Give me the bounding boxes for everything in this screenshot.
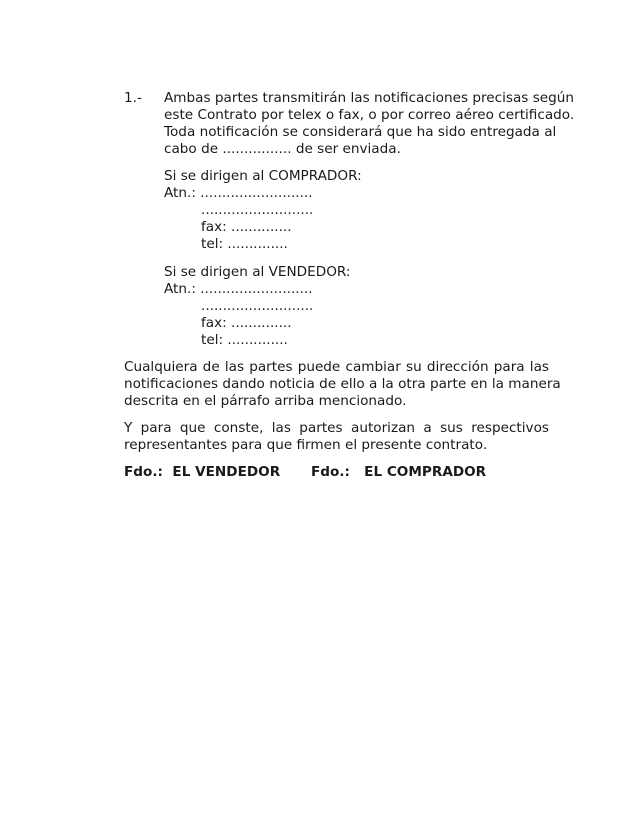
seller-fax: fax: ..............: [201, 315, 292, 331]
change-text-line-2: notificaciones dando noticia de ello a la otra parte en la manera: [124, 376, 561, 392]
seller-atn-line-2: ..........................: [201, 298, 314, 314]
change-text-line-3: descrita en el párrafo arriba mencionado.: [124, 393, 407, 409]
buyer-fax: fax: ..............: [201, 219, 292, 235]
seller-tel: tel: ..............: [201, 332, 288, 348]
clause-text-line-3: Toda notificación se considerará que ha sido entregada al: [164, 124, 557, 140]
clause-number: 1.-: [124, 90, 142, 106]
buyer-tel: tel: ..............: [201, 236, 288, 252]
clause-text-line-4: cabo de ................ de ser enviada.: [164, 141, 401, 157]
seller-heading: Si se dirigen al VENDEDOR:: [164, 264, 351, 280]
buyer-atn-line-2: ..........................: [201, 202, 314, 218]
signature-seller: Fdo.: EL VENDEDOR: [124, 464, 281, 480]
seller-atn: Atn.: ..........................: [164, 281, 313, 297]
change-text-line-1: Cualquiera de las partes puede cambiar su dirección para las: [124, 359, 549, 375]
clause-text-line-1: Ambas partes transmitirán las notificaciones precisas según: [164, 90, 574, 106]
buyer-atn: Atn.: ..........................: [164, 185, 313, 201]
signature-buyer: Fdo.: EL COMPRADOR: [311, 464, 487, 480]
closing-text-line-1: Y para que conste, las partes autorizan a sus respectivos: [124, 420, 549, 436]
closing-text-line-2: representantes para que firmen el presente contrato.: [124, 437, 488, 453]
buyer-heading: Si se dirigen al COMPRADOR:: [164, 168, 362, 184]
clause-text-line-2: este Contrato por telex o fax, o por correo aéreo certificado.: [164, 107, 575, 123]
